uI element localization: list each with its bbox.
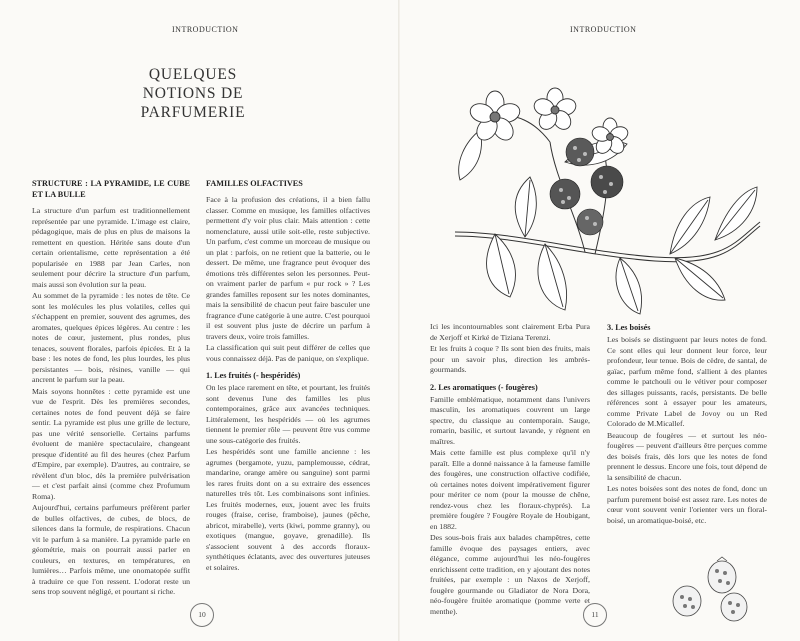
running-head-right: INTRODUCTION bbox=[570, 25, 637, 34]
paragraph: Au sommet de la pyramide : les notes de tête. Ce sont les molécules les plus volatiles, celles qui s'échappent en premier, souvent des agrumes, des aromates, quelques épices légères. Au centre : les notes de cœur, justement, plus rondes, plus tenaces, souvent florales, parfois épicées. Et à la base : les notes de fond, les plus lourdes, les plus persistantes — bois, résines, vanille — qui ancrent le parfum sur la peau. bbox=[32, 291, 190, 384]
paragraph: Les hespéridés sont une famille ancienne : les agrumes (bergamote, yuzu, pamplemousse, cédrat, mandarine, orange amère ou sanguine) sont parmi les rares fruits dont on a su extraire des essences naturelles très tôt. Les combinaisons sont infinies. Les fruités modernes, eux, jouent avec les fruits rouges (fraise, cerise, framboise), jaunes (pêche, abricot, mirabelle), verts (kiwi, pomme granny), ou exotiques (mangue, goyave, grenadille). Ils s'associent souvent à des accords floraux-synthétiques éclatants, avec des ouvertures juteuses et solaires. bbox=[206, 447, 370, 572]
page-number-right: 11 bbox=[583, 603, 607, 627]
paragraph: Des sous-bois frais aux balades champêtres, cette famille évoque des paysages entiers, avec élégance, comme aujourd'hui les néo-fougères enrichissent cette tradition, en y ajoutant des notes fruitées, par exemple : un Naxos de Xerjoff, fougère gourmande ou Gladiator de Nora Dora, néo-fougère fruitée aromatique (pomme verte et menthe). bbox=[430, 533, 590, 616]
paragraph: Beaucoup de fougères — et surtout les néo-fougères — peuvent d'ailleurs être perçues comme des boisés frais, dès lors que les notes de fond prennent le dessus. Encore une fois, tout dépend de la sensibilité de chacun. bbox=[607, 430, 767, 482]
raspberries-illustration bbox=[662, 555, 762, 625]
right-page bbox=[400, 0, 800, 641]
subheading-fruites: 1. Les fruités (- hespéridés) bbox=[206, 371, 301, 380]
paragraph: Et les fruits à coque ? Ils sont bien des fruits, mais pour un savoir plus, direction les ambrés-gourmands. bbox=[430, 344, 590, 374]
paragraph: La classification qui suit peut différer de celles que vous connaissez déjà. Pas de panique, on s'explique. bbox=[206, 343, 370, 363]
column-structure bbox=[32, 178, 190, 599]
paragraph: La structure d'un parfum est traditionnellement représentée par une pyramide. L'image est claire, pédagogique, mais de plus en plus de maisons la remettent en question. Héritée sans doute d'un certain orientalisme, cette représentation a été popularisée en 1988 par Jean Carles, non seulement pour décrire la structure d'un parfum, mais aussi son évolution sur la peau. bbox=[32, 206, 190, 289]
paragraph: Mais cette famille est plus complexe qu'il n'y paraît. Elle a donné naissance à la fameuse famille des fougères, une construction olfactive codifiée, où certaines notes doivent impérativement figurer pour mériter ce nom (pour la mousse de chêne, rendez-vous chez les floraux-chyprés). La première fougère ? Fougère Royale de Houbigant, en 1882. bbox=[430, 448, 590, 531]
paragraph: Les notes boisées sont des notes de fond, donc un parfum purement boisé est assez rare. Les notes de cœur vont souvent venir l'orienter vers un floral-boisé, un aromatique-boisé, etc. bbox=[607, 484, 767, 525]
column-boises bbox=[607, 322, 767, 527]
paragraph: Ici les incontournables sont clairement Erba Pura de Xerjoff et Kirké de Tiziana Terenzi. bbox=[430, 322, 590, 342]
column-familles bbox=[206, 178, 370, 574]
page-number-left: 10 bbox=[190, 603, 214, 627]
paragraph: Mais soyons honnêtes : cette pyramide est une vue de l'esprit. Dès les premières secondes, certaines notes de fond peuvent déjà se faire sentir. La pyramide est plus une grille de lecture, pas une vérité sensorielle. Certains parfums évoluent de manière spectaculaire, changeant presque d'identité au fil des heures (chez Parfum d'Empire, par exemple). D'autres, au contraire, se révèlent d'un bloc, dès la première pulvérisation — et c'est parfait ainsi (comme chez Profumum Roma). bbox=[32, 386, 190, 501]
running-head-left: INTRODUCTION bbox=[172, 25, 239, 34]
subheading-boises: 3. Les boisés bbox=[607, 323, 651, 332]
bramble-branch-illustration bbox=[435, 82, 765, 322]
page-title: QUELQUES NOTIONS DE PARFUMERIE bbox=[140, 66, 246, 122]
subheading-aromatiques: 2. Les aromatiques (- fougères) bbox=[430, 382, 538, 392]
paragraph: Famille emblématique, notamment dans l'univers masculin, les aromatiques couvrent un large spectre, du classique au contemporain. Sauge, romarin, basilic, et surtout lavande, y règnent en maîtres. bbox=[430, 394, 590, 446]
paragraph: On les place rarement en tête, et pourtant, les fruités sont devenus l'une des familles les plus contemporaines, grâce aux avancées techniques. Littéralement, les hespéridés — où les agrumes tiennent le premier rôle — peuvent être vus comme une sous-catégorie des fruités. bbox=[206, 383, 370, 445]
paragraph: Aujourd'hui, certains parfumeurs préfèrent parler de bulles olfactives, de cubes, de blocs, de silences dans la formule, de respirations. Chacun vit le parfum à sa manière. La pyramide parle en géométrie, mais on pourrait aussi parler en couleurs, en textures, en températures, en lumières… Parfois même, une onomatopée suffit à traduire ce que l'on ressent. L'odorat reste un sens trop souvent négligé, et pourtant si riche. bbox=[32, 503, 190, 596]
paragraph: Face à la profusion des créations, il a bien fallu classer. Comme en musique, les familles olfactives permettent d'y voir plus clair. Mais attention : cette nomenclature, aussi utile soit-elle, reste subjective. Un parfum, c'est comme un morceau de musique ou un plat : parfois, on ne retient que la batterie, ou le dessert. De même, une fragrance peut évoquer des émotions très différentes selon les personnes. Peut-on vraiment parler de parfum « pur rock » ? Les grandes familles reposent sur les notes dominantes, mais la sensibilité de chacun peut faire basculer une fragrance d'une catégorie à une autre. C'est pourquoi il est souvent plus juste de décrire un parfum à travers deux, voire trois familles. bbox=[206, 195, 370, 341]
paragraph: Les boisés se distinguent par leurs notes de fond. Ce sont elles qui leur donnent leur force, leur profondeur, leur tenue. Bois de cèdre, de santal, de gaïac, parfum même fond, s'allient à des plantes comme le patchouli ou le vétiver pour composer des sillages puissants, racés, persistants. De belle références sont à essayer pour les amateurs, comme Private Label de Jovoy ou un Red Colorado de M.Micallef. bbox=[607, 335, 767, 428]
heading-structure: STRUCTURE : LA PYRAMIDE, LE CUBE ET LA BULLE bbox=[32, 179, 190, 199]
heading-familles: FAMILLES OLFACTIVES bbox=[206, 179, 303, 188]
column-aromatiques bbox=[430, 322, 590, 618]
